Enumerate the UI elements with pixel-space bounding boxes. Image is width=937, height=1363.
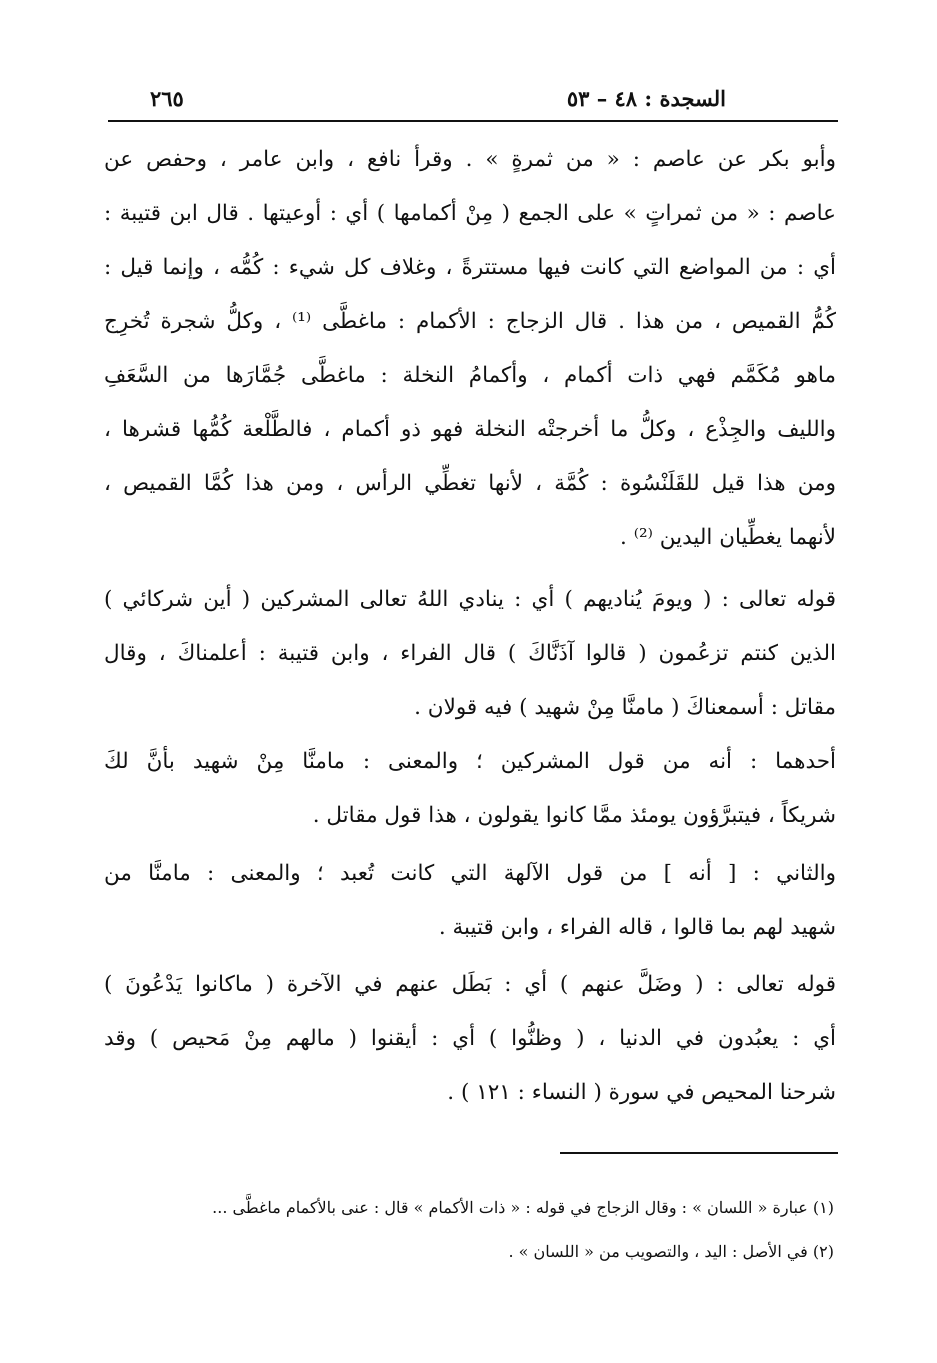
body-line: عاصم : « من ثمراتٍ » على الجمع ( مِنْ أكمامها ) أي : أوعيتها . قال ابن قتيبة :	[104, 201, 836, 226]
body-line: الذين كنتم تزعُمون ( قالوا آذَنَّاكَ ) قال الفراء ، وابن قتيبة : أعلمناكَ ، وقال	[104, 641, 836, 666]
body-line: أي : من المواضع التي كانت فيها مستترةً ، وغلاف كل شيء : كُمُّه ، وإنما قيل :	[104, 255, 836, 280]
body-line: شهيد لهم بما قالوا ، قاله الفراء ، وابن قتيبة .	[438, 915, 836, 940]
surah-title: السجدة : ٤٨ – ٥٣	[566, 86, 726, 111]
page-number: ٢٦٥	[150, 86, 184, 111]
body-line: والليف والجِذْع ، وكلُّ ما أخرجتْه النخلة فهو ذو أكمام ، فالطَّلْعة كُمُّها قشرها ،	[104, 417, 837, 442]
body-line: أحدهما : أنه من قول المشركين ؛ والمعنى : مامنَّا مِنْ شهيد بأنَّ لكَ	[104, 749, 836, 774]
page-header	[120, 84, 838, 118]
body-line: قوله تعالى : ( ويومَ يُناديهم ) أي : ينادي اللهُ تعالى المشركين ( أين شركائي )	[104, 587, 836, 612]
footnote-1: (١) عبارة « اللسان » : وقال الزجاج في قوله : « ذات الأكمام » قال : عنى بالأكمام ماغطَّى ...	[212, 1198, 834, 1217]
body-line: لأنهما يغطِّيان اليدين ⁽²⁾ .	[620, 525, 836, 550]
footnote-2: (٢) في الأصل : اليد ، والتصويب من « اللسان » .	[508, 1242, 834, 1261]
footnote-rule	[560, 1152, 838, 1154]
body-line: شرحنا المحيص في سورة ( النساء : ١٢١ ) .	[447, 1080, 836, 1105]
body-line: أي : يعبُدون في الدنيا ، ( وظنُّوا ) أي : أيقنوا ( مالهم مِنْ مَحيص ) وقد	[104, 1026, 836, 1051]
body-line: قوله تعالى : ( وضَلَّ عنهم ) أي : بَطَل عنهم في الآخرة ( ماكانوا يَدْعُونَ )	[104, 972, 836, 997]
body-line: ماهو مُكَمَّم فهي ذات أكمام ، وأكمامُ النخلة : ماغطَّى جُمَّارَها من السَّعَفِ	[104, 363, 836, 388]
body-line: شريكاً ، فيتبرَّؤون يومئذ ممَّا كانوا يقولون ، هذا قول مقاتل .	[312, 803, 836, 828]
body-line: والثاني : [ أنه ] من قول الآلهة التي كانت تُعبد ؛ والمعنى : مامنَّا من	[104, 861, 836, 886]
body-line: كُمُّ القميص ، من هذا . قال الزجاج : الأكمام : ماغطَّى ⁽¹⁾ ، وكلُّ شجرة تُخرِج	[104, 309, 836, 334]
body-line: ومن هذا قيل للقَلَنْسُوة : كُمَّة ، لأنها تغطِّي الرأس ، ومن هذا كُمَّا القميص ،	[104, 471, 836, 496]
body-line: وأبو بكر عن عاصم : « من ثمرةٍ » . وقرأ نافع ، وابن عامر ، وحفص عن	[104, 147, 836, 172]
body-line: مقاتل : أسمعناكَ ( مامنَّا مِنْ شهيد ) فيه قولان .	[414, 695, 836, 720]
header-rule	[108, 120, 838, 122]
